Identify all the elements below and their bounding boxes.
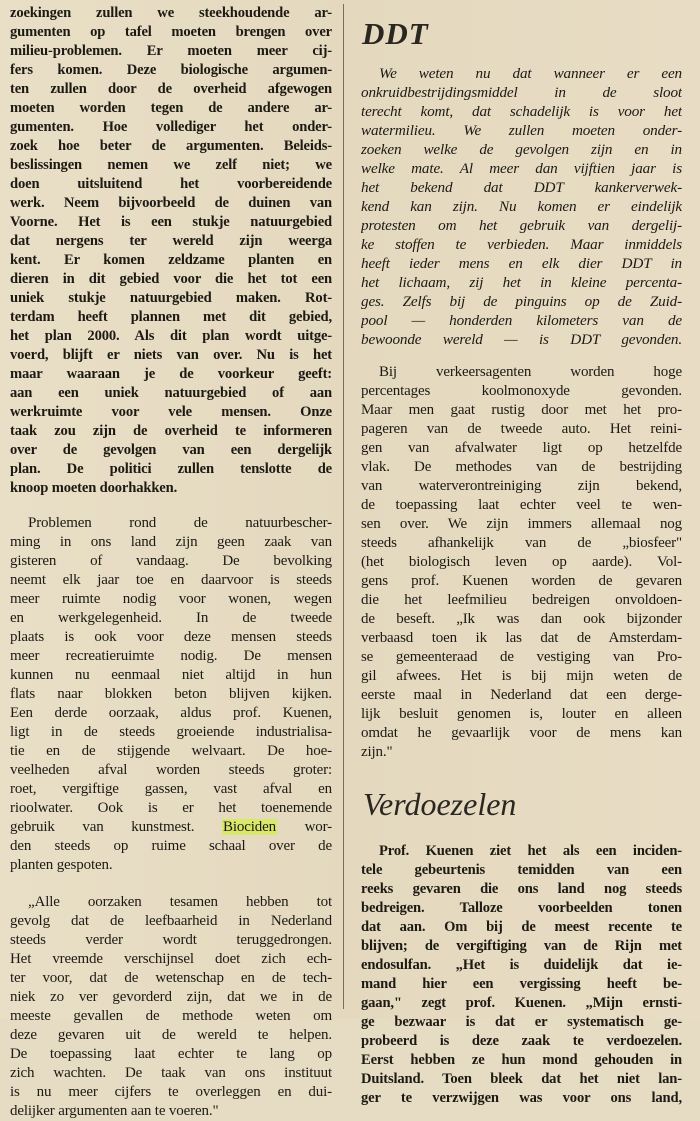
text-line: den steeds op ruime schaal over de (10, 838, 332, 854)
text-line: Maar men gaat rustig door met het pro- (361, 402, 682, 418)
text-line: de beseft. „Ik was dan ook bijzonder (361, 611, 682, 627)
text-line: plan. De politici zullen tenslotte de (10, 461, 332, 477)
text-line: gumenten op tafel moeten brengen over (10, 24, 332, 40)
text-line: deze gevaren uit de wereld te helpen. (10, 1027, 332, 1043)
text-line: is nu meer cijfers te overleggen en dui- (10, 1084, 332, 1100)
text-line: kent. Er komen zeldzame planten en (10, 252, 332, 268)
text-line: ming in ons land zijn geen zaak van (10, 534, 332, 550)
text-line: het plan 2000. Als dit plan wordt uitge- (10, 328, 332, 344)
text-line: gens prof. Kuenen worden de gevaren (361, 573, 682, 589)
text-line: taak zou zijn de overheid te informeren (10, 423, 332, 439)
text-line: terecht komt, dat schadelijk is voor het (361, 103, 682, 120)
text-line: doen uitsluitend het voorbereidende (10, 176, 332, 192)
text-line: tele gebeurtenis temidden van een (361, 862, 682, 878)
text-line: mand hier een vergissing heeft be- (361, 976, 682, 992)
text-line-with-highlight (10, 818, 332, 837)
text-line: kend kan zijn. Nu komen er eindelijk (361, 198, 682, 215)
text-line: Duitsland. Toen bleek dat het niet lan- (361, 1071, 682, 1087)
text-line: meer ruimte nodig voor wonen, wegen (10, 591, 332, 607)
text-line: ges. Zelfs bij de pinguins op de Zuid- (361, 293, 682, 310)
text-line: Het vreemde verschijnsel doet zich ech- (10, 951, 332, 967)
text-line: ligt in de steeds groeiende industrialisa- (10, 724, 332, 740)
text-line: delijker argumenten aan te voeren." (10, 1103, 219, 1119)
text-line: die het leefmilieu bedreigen onvoldoen- (361, 592, 682, 608)
text-line: sen over. We zijn immers allemaal nog (361, 516, 682, 532)
text-line: gaan," zegt prof. Kuenen. „Mijn ernsti- (361, 995, 682, 1011)
text-line: dieren in dit gebied voor die het tot een (10, 271, 332, 287)
text-line: steeds afhankelijk van de „biosfeer" (361, 535, 682, 551)
text-line: protesten om het gebruik van dergelij- (361, 217, 682, 234)
text-line: ger te verzwijgen was voor ons land, (361, 1090, 682, 1106)
text-line: eerste maal in Nederland dat een derge- (361, 687, 682, 703)
text-line: roet, vergiftige gassen, vast afval en (10, 781, 332, 797)
text-line: verbaasd toen ik las dat de Amsterdam- (361, 630, 682, 646)
text-line: pool — honderden kilometers van de (361, 312, 682, 329)
text-line: se gemeenteraad de vestiging van Pro- (361, 649, 682, 665)
headline-verdoezelen: Verdoezelen (363, 786, 517, 822)
text-line: zoeken welke de gevolgen zijn en in (361, 141, 682, 158)
text-line: werk. Neem bijvoorbeeld de duinen van (10, 195, 332, 211)
text-line: werkruimte voor vele mensen. Onze (10, 404, 332, 420)
text-line: Bij verkeersagenten worden hoge (379, 364, 682, 380)
text-line: vlak. De methodes van de bestrijding (361, 459, 682, 475)
text-line: endosulfan. „Het is duidelijk dat ie- (361, 957, 682, 973)
text-line: over de gevolgen van een dergelijk (10, 442, 332, 458)
text-line: zich wachten. De taak van ons instituut (10, 1065, 332, 1081)
text-line: percentages koolmonoxyde gevonden. (361, 383, 682, 399)
text-line: onkruidbestrijdingsmiddel in de sloot (361, 84, 682, 101)
highlighted-word: Biociden (222, 819, 276, 835)
right-column (361, 0, 682, 1108)
column-divider (343, 4, 344, 1009)
text-line: blijven; de vergiftiging van de Rijn met (361, 938, 682, 954)
text-line: ge bezwaar is dat er systematisch ge- (361, 1014, 682, 1030)
text-line: pageren van de tweede auto. Het reini- (361, 421, 682, 437)
text-line: steeds verder wordt teruggedrongen. (10, 932, 332, 948)
text-line: zoekingen zullen we steekhoudende ar- (10, 5, 332, 21)
text-line: aan een uniek natuurgebied of aan (10, 385, 332, 401)
text-line: tie en de stijgende welvaart. De hoe- (10, 743, 332, 759)
text-line: ke stoffen te verbieden. Maar inmiddels (361, 236, 682, 253)
text-line: watermilieu. We zullen moeten onder- (361, 122, 682, 139)
left-paragraph-3 (10, 893, 332, 1121)
text-line: fers komen. Deze biologische argumen- (10, 62, 332, 78)
text-line: veelheden afval worden steeds groter: (10, 762, 332, 778)
text-line: beslissingen nemen we zelf niet; we (10, 157, 332, 173)
text-line: „Alle oorzaken tesamen hebben tot (28, 894, 332, 910)
text-line: de toepassing laat echter veel te wen- (361, 497, 682, 513)
text-line: ten zullen door de overheid afgewogen (10, 81, 332, 97)
text-line: maar waaraan je de voorkeur geeft: (10, 366, 332, 382)
text-line: kunnen nu eenmaal niet altijd in hun (10, 667, 332, 683)
text-line: zijn." (361, 744, 393, 760)
text-line: Voorne. Het is een stukje natuurgebied (10, 214, 332, 230)
text-line: het bekend dat DDT kankerverwek- (361, 179, 682, 196)
text-line: Problemen rond de natuurbescher- (28, 515, 332, 531)
text-line: terdam heeft plannen met dit gebied, (10, 309, 332, 325)
text-line: voerd, blijft er niets van over. Nu is het (10, 347, 332, 363)
text-line: gevolg dat de leefbaarheid in Nederland (10, 913, 332, 929)
text-line: moeten worden tegen de andere ar- (10, 100, 332, 116)
left-column (10, 0, 332, 1121)
text-line: reeks gevaren die ons land nog steeds (361, 881, 682, 897)
text-line: dat nergens ter wereld zijn weerga (10, 233, 332, 249)
left-paragraph-1 (10, 4, 332, 498)
text-line: neemt elk jaar toe en daarvoor is steeds (10, 572, 332, 588)
text-line: ter voor, dat de wetenschap en de tech- (10, 970, 332, 986)
text-line: gil afwees. Het is bij mijn weten de (361, 668, 682, 684)
text-line: zoek hoe beter de argumenten. Beleids- (10, 138, 332, 154)
text-line: Een derde oorzaak, aldus prof. Kuenen, (10, 705, 332, 721)
text-line: rioolwater. Ook is er het toenemende (10, 800, 332, 816)
text-line: gumenten. Hoe vollediger het onder- (10, 119, 332, 135)
text-line: flats naar blokken beton blijven kijken. (10, 686, 332, 702)
body-paragraph-2 (361, 842, 682, 1108)
text-line: probeerd is deze zaak te verdoezelen. (361, 1033, 682, 1049)
text-line: dat aan. Om bij de meest recente te (361, 919, 682, 935)
text-line: (het biologisch leven op aarde). Vol- (361, 554, 682, 570)
text-line: gen van afvalwater ligt op hetzelfde (361, 440, 682, 456)
text-line: meer recreatieruimte nodig. De mensen (10, 648, 332, 664)
text-line: van waterverontreiniging zijn bekend, (361, 478, 682, 494)
text-line: lijk besluit genomen is, louter en alleen (361, 706, 682, 722)
text-line: uniek stukje natuurgebied maken. Rot- (10, 290, 332, 306)
intro-paragraph (361, 64, 682, 349)
headline-ddt: DDT (362, 16, 429, 51)
text-line: het lichaam, zij het in kleine percenta- (361, 274, 682, 291)
text-segment: wor- (304, 819, 332, 835)
text-line: welke mate. Al meer dan vijftien jaar is (361, 160, 682, 177)
text-line: We weten nu dat wanneer er een (379, 65, 682, 82)
text-line: gisteren of vandaag. De bevolking (10, 553, 332, 569)
text-line: niek zo ver gevorderd zijn, dat we in de (10, 989, 332, 1005)
left-paragraph-2 (10, 514, 332, 875)
text-line: plaats is ook voor deze mensen steeds (10, 629, 332, 645)
text-line: Prof. Kuenen ziet het als een inciden- (379, 843, 682, 859)
text-line: en werkgelegenheid. In de tweede (10, 610, 332, 626)
body-paragraph-1 (361, 363, 682, 762)
text-segment: gebruik van kunstmest. (10, 819, 195, 835)
text-line: knoop moeten doorhakken. (10, 480, 178, 496)
text-line: bewoonde wereld — is DDT gevonden. (361, 331, 682, 348)
text-line: heeft ieder mens en elk dier DDT in (361, 255, 682, 272)
text-line: bedreigen. Talloze voorbeelden tonen (361, 900, 682, 916)
text-line: planten gespoten. (10, 857, 113, 873)
text-line: Eerst hebben ze hun mond gehouden in (361, 1052, 682, 1068)
text-line: De toepassing laat echter te lang op (10, 1046, 332, 1062)
text-line: milieu-problemen. Er moeten meer cij- (10, 43, 332, 59)
text-line: meeste gevallen de methode weten om (10, 1008, 332, 1024)
text-line: omdat he gevaarlijk voor de mens kan (361, 725, 682, 741)
